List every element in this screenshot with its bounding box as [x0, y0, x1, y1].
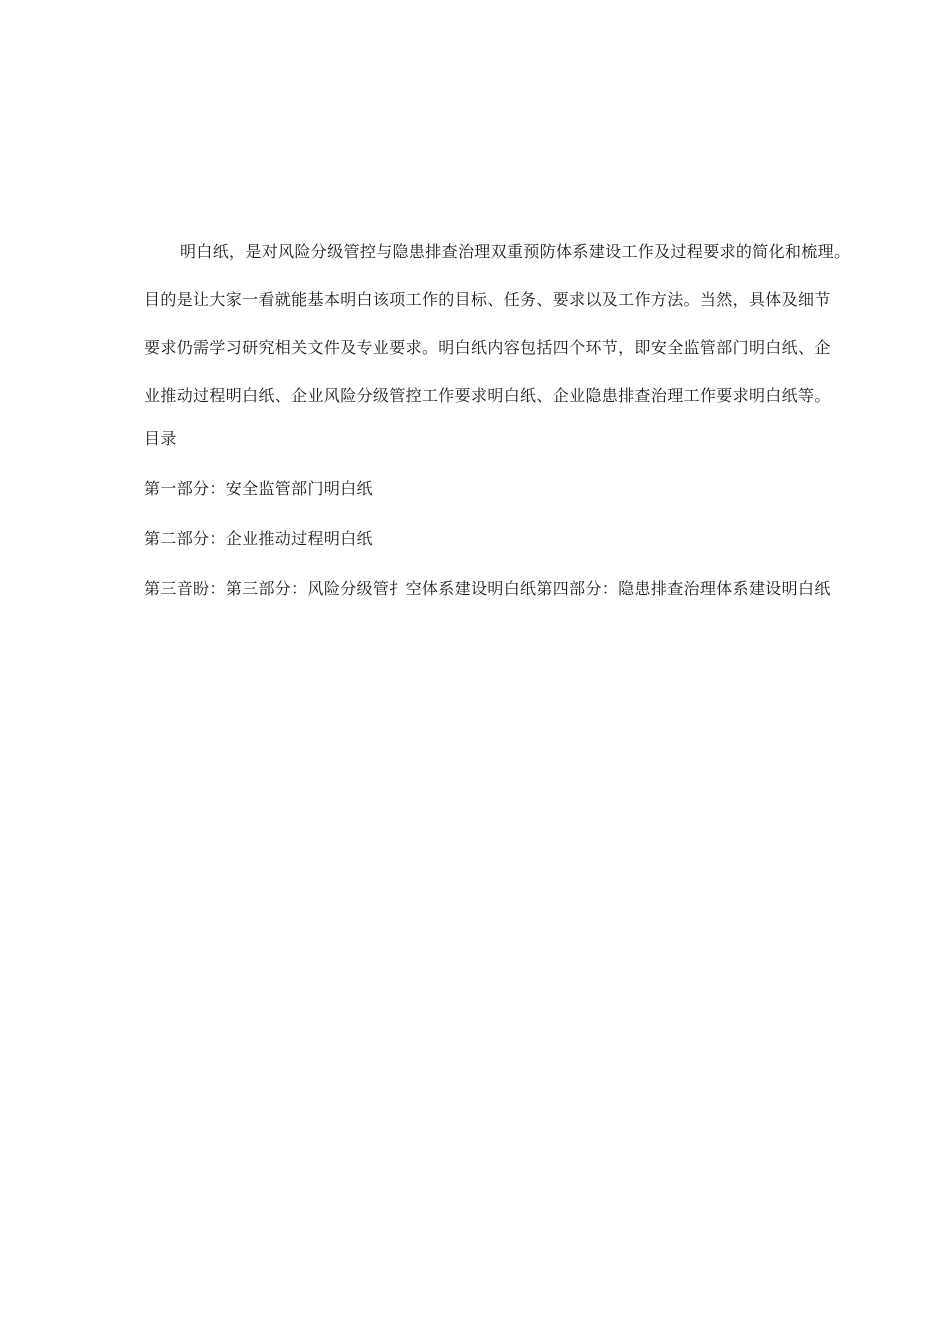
- toc-item-part-2: 第二部分：企业推动过程明白纸: [144, 529, 373, 548]
- table-of-contents: [144, 414, 864, 614]
- intro-paragraph: [144, 228, 864, 420]
- document-body: [144, 228, 864, 614]
- toc-title: 目录: [144, 429, 177, 448]
- toc-item-part-3-4: 第三音盼：第三部分：风险分级管扌空体系建设明白纸第四部分：隐患排查治理体系建设明白纸: [144, 579, 831, 598]
- intro-line: 业推动过程明白纸、企业风险分级管控工作要求明白纸、企业隐患排查治理工作要求明白纸等。: [144, 386, 831, 405]
- intro-line: 明白纸，是对风险分级管控与隐患排查治理双重预防体系建设工作及过程要求的简化和梳理。: [180, 242, 851, 261]
- intro-line: 目的是让大家一看就能基本明白该项工作的目标、任务、要求以及工作方法。当然，具体及细节: [144, 290, 831, 309]
- intro-line: 要求仍需学习研究相关文件及专业要求。明白纸内容包括四个环节，即安全监管部门明白纸、企: [144, 338, 831, 357]
- toc-item-part-1: 第一部分：安全监管部门明白纸: [144, 479, 373, 498]
